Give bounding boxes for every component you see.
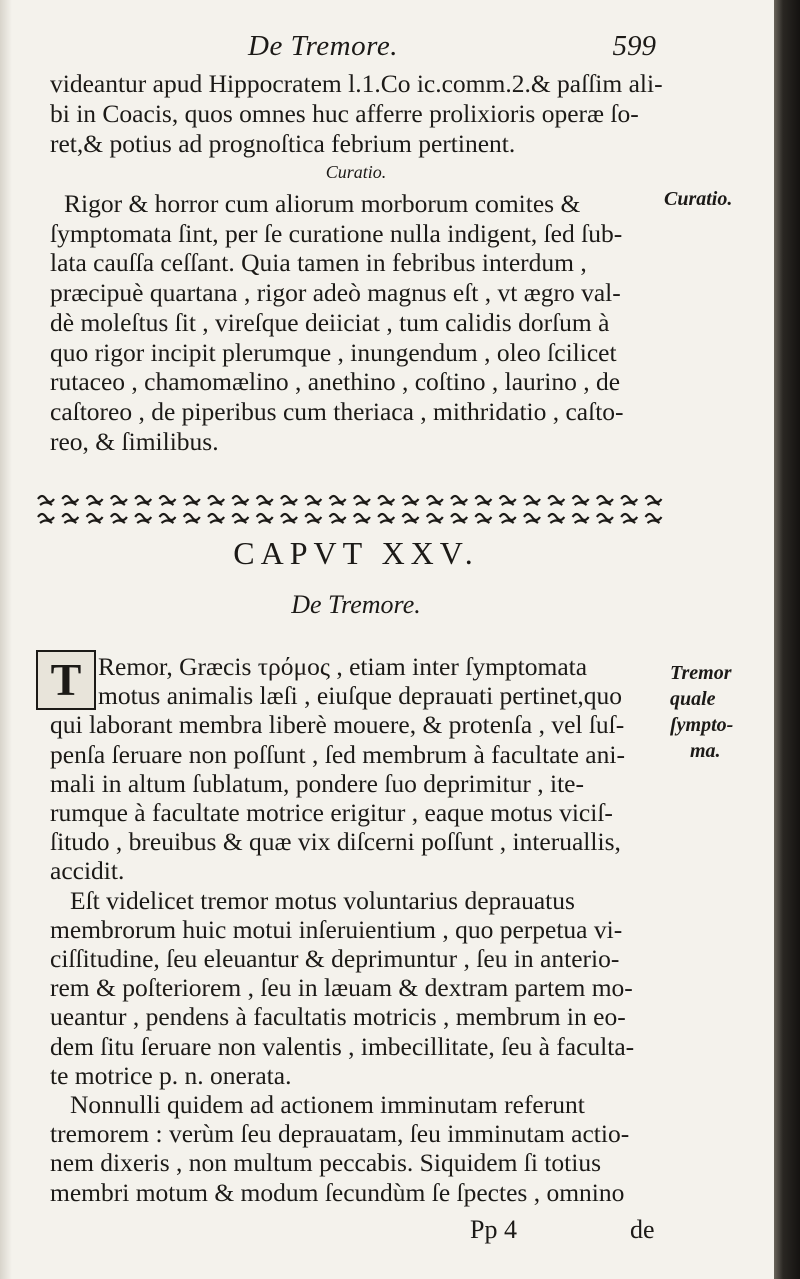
text-line: qui laborant membra liberè mouere, & protenſa , vel ſuſ- bbox=[50, 710, 625, 740]
ornament-motif bbox=[378, 514, 394, 523]
ornament-motif bbox=[403, 496, 419, 505]
margin-note-tremor-2: quale bbox=[670, 688, 716, 710]
ornament-motif bbox=[403, 514, 419, 523]
ornament-motif bbox=[281, 496, 297, 505]
text-line: Rigor & horror cum aliorum morborum comites & bbox=[64, 189, 581, 218]
ornament-motif bbox=[330, 514, 346, 523]
text-line: ſymptomata ſint, per ſe curatione nulla indigent, ſed ſub- bbox=[50, 218, 623, 248]
ornament-motif bbox=[621, 514, 637, 523]
signature-mark: Pp 4 bbox=[470, 1215, 517, 1244]
chapter-title: CAPVT XXV. bbox=[233, 535, 479, 571]
text-line: motus animalis læſi , eiuſque deprauati pertinet,quo bbox=[98, 681, 623, 711]
ornament-motif bbox=[378, 496, 394, 505]
ornament-motif bbox=[160, 514, 176, 523]
text-line: videantur apud Hippocratem l.1.Co ic.comm.2.& paſſim ali- bbox=[50, 69, 663, 98]
text-line: reo, & ſimilibus. bbox=[50, 426, 219, 456]
text-line: præcipuè quartana , rigor adeò magnus eſt , vt ægro val- bbox=[50, 278, 621, 308]
ornament-motif bbox=[208, 514, 224, 523]
text-line: membri motum & modum ſecundùm ſe ſpectes , omnino bbox=[50, 1177, 625, 1207]
ornament-motif bbox=[62, 496, 78, 505]
text-line: tremorem : verùm ſeu deprauatam, ſeu imminutam actio- bbox=[50, 1119, 630, 1149]
dropcap bbox=[36, 650, 96, 710]
ornament-motif bbox=[208, 496, 224, 505]
ornament-motif bbox=[524, 514, 540, 523]
text-line: ret,& potius ad prognoſtica febrium pertinent. bbox=[50, 129, 516, 158]
text-line: ciſſitudine, ſeu eleuantur & deprimuntur , ſeu in anterio- bbox=[50, 944, 620, 973]
ornament-motif bbox=[257, 514, 273, 523]
ornament-motif bbox=[573, 514, 589, 523]
curatio-heading: Curatio. bbox=[325, 162, 387, 182]
text-line: rutaceo , chamomælino , anethino , coſtino , laurino , de bbox=[50, 367, 621, 397]
text-line: bi in Coacis, quos omnes huc afferre prolixioris operæ ſo- bbox=[50, 99, 639, 128]
text-line: accidit. bbox=[50, 856, 125, 886]
text-line: ueantur , pendens à facultatis motricis , membrum in eo- bbox=[50, 1002, 626, 1032]
text-line: rem & poſteriorem , ſeu in læuam & dextram partem mo- bbox=[50, 973, 633, 1003]
ornament-motif bbox=[62, 514, 78, 523]
ornament-motif bbox=[184, 514, 200, 523]
ornament-motif bbox=[111, 496, 127, 505]
text-line: caſtoreo , de piperibus cum theriaca , mithridatio , caſto- bbox=[50, 396, 624, 426]
text-line: te motrice p. n. onerata. bbox=[50, 1060, 292, 1090]
text-line: ſitudo , breuibus & quæ vix diſcerni poſſunt , interuallis, bbox=[50, 827, 621, 857]
running-title: De Tremore. bbox=[248, 30, 398, 62]
ornament-motif bbox=[184, 496, 200, 505]
catchword: de bbox=[630, 1215, 655, 1244]
ornament-motif bbox=[597, 496, 613, 505]
ornament-motif bbox=[500, 514, 516, 523]
ornament-motif bbox=[232, 496, 248, 505]
text-line: dè moleſtus ſit , vireſque deiiciat , tum calidis dorſum à bbox=[50, 307, 610, 337]
ornament-motif bbox=[475, 514, 491, 523]
ornament-band bbox=[32, 488, 664, 528]
page-header bbox=[50, 30, 656, 66]
ornament-motif bbox=[232, 514, 248, 523]
ornament-motif bbox=[548, 514, 564, 523]
ornament-motif bbox=[330, 496, 346, 505]
text-line: nem dixeris , non multum peccabis. Siquidem ſi totius bbox=[50, 1148, 602, 1178]
ornament-motif bbox=[305, 496, 321, 505]
text-line: Nonnulli quidem ad actionem imminutam referunt bbox=[70, 1090, 585, 1119]
ornament-motif bbox=[548, 496, 564, 505]
ornament-motif bbox=[524, 496, 540, 505]
ornament-motif bbox=[160, 496, 176, 505]
text-line: Remor, Græcis τρόμος , etiam inter ſymptomata bbox=[98, 652, 588, 681]
text-line: lata cauſſa ceſſant. Quia tamen in febribus interdum , bbox=[50, 248, 587, 278]
ornament-motif bbox=[87, 496, 103, 505]
ornament-motif bbox=[500, 496, 516, 505]
ornament-motif bbox=[597, 514, 613, 523]
text-line: membrorum huic motui inſeruientium , quo perpetua vi- bbox=[50, 914, 623, 944]
book-spine bbox=[774, 0, 800, 1279]
ornament-motif bbox=[38, 496, 54, 505]
margin-note-tremor-1: Tremor bbox=[670, 662, 732, 684]
ornament-motif bbox=[451, 514, 467, 523]
page-edge-shadow bbox=[0, 0, 12, 1279]
ornament-motif bbox=[354, 496, 370, 505]
ornament-motif bbox=[573, 496, 589, 505]
ornament-motif bbox=[38, 514, 54, 523]
ornament-motif bbox=[281, 514, 297, 523]
text-line: penſa ſeruare non poſſunt , ſed membrum à facultate ani- bbox=[50, 739, 625, 769]
dropcap-letter: T bbox=[50, 654, 82, 705]
ornament-motif bbox=[111, 514, 127, 523]
ornament-motif bbox=[257, 496, 273, 505]
ornament-motif bbox=[427, 514, 443, 523]
ornament-motif bbox=[427, 496, 443, 505]
text-line: rumque à facultate motrice erigitur , eaque motus viciſ- bbox=[50, 798, 613, 827]
ornament-motif bbox=[646, 496, 662, 505]
text-line: dem ſitu ſeruare non valentis , imbecillitate, ſeu à faculta- bbox=[50, 1031, 635, 1061]
ornament-motif bbox=[475, 496, 491, 505]
ornament-motif bbox=[451, 496, 467, 505]
margin-note-curatio: Curatio. bbox=[664, 188, 733, 210]
text-line: Eſt videlicet tremor motus voluntarius deprauatus bbox=[70, 885, 575, 915]
ornament-motif bbox=[87, 514, 103, 523]
margin-note-tremor-3: ſympto- bbox=[670, 714, 734, 736]
ornament-motif bbox=[621, 496, 637, 505]
ornament-motif bbox=[135, 496, 151, 505]
text-line: quo rigor incipit plerumque , inungendum , oleo ſcilicet bbox=[50, 337, 617, 367]
chapter-subtitle: De Tremore. bbox=[291, 590, 421, 619]
ornament-motif bbox=[305, 514, 321, 523]
ornament-motif bbox=[135, 514, 151, 523]
ornament-motif bbox=[354, 514, 370, 523]
page-number: 599 bbox=[612, 30, 656, 62]
text-line: mali in altum ſublatum, pondere ſuo deprimitur , ite- bbox=[50, 768, 584, 798]
ornament-motif bbox=[646, 514, 662, 523]
margin-note-tremor-4: ma. bbox=[690, 740, 721, 762]
